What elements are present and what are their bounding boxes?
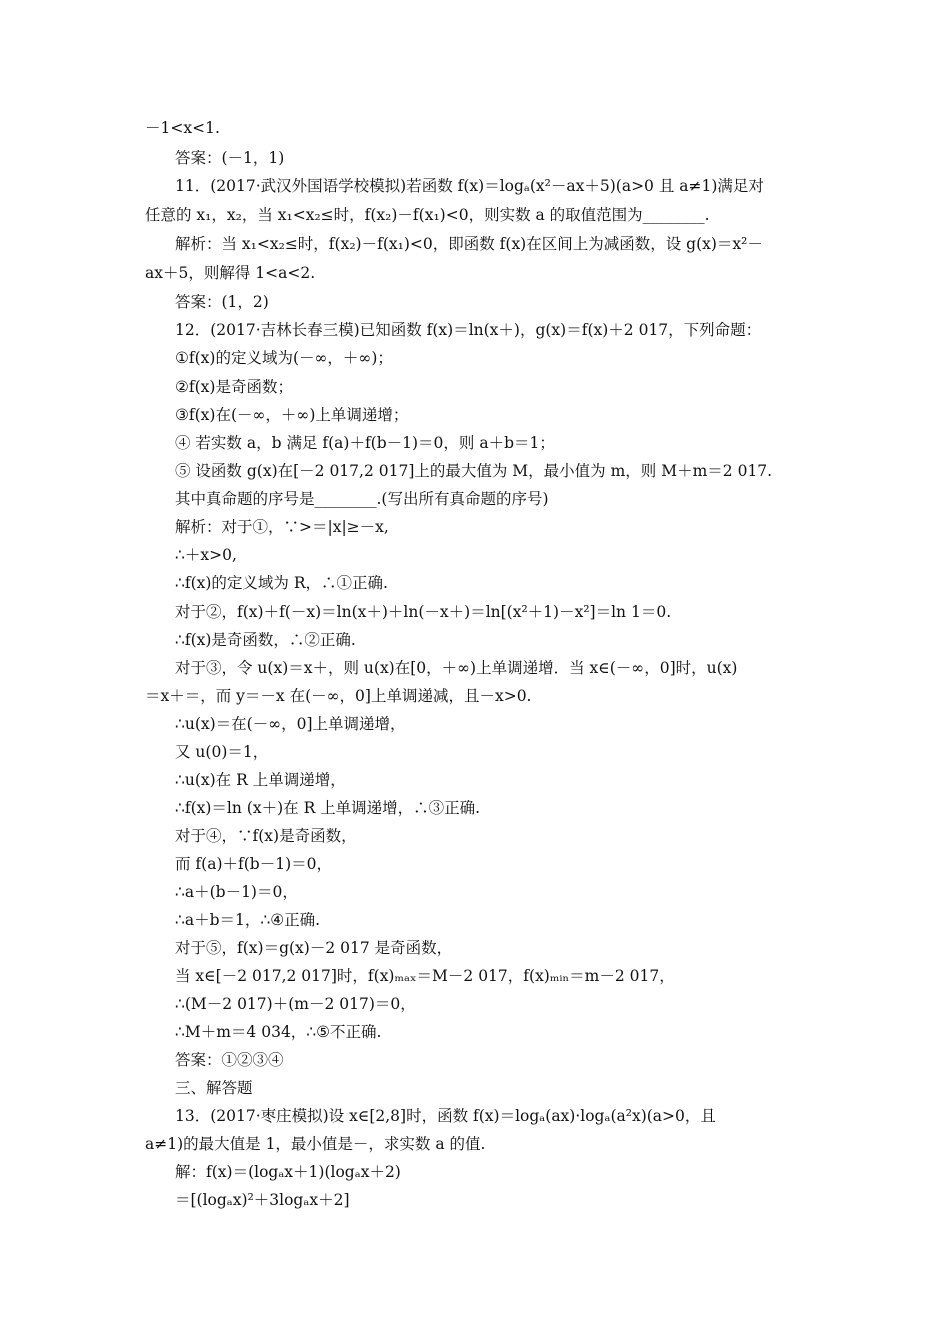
- problem-13-solution-cont: ＝[(logₐx)²＋3logₐx＋2]: [175, 1191, 350, 1209]
- text-line: 而 f(a)＋f(b－1)＝0，: [175, 855, 332, 873]
- proposition-2: ②f(x)是奇函数；: [175, 378, 293, 396]
- text-line: ∴M＋m＝4 034，∴⑤不正确.: [175, 1023, 382, 1041]
- problem-11-statement-cont: 任意的 x₁，x₂，当 x₁<x₂≤时，f(x₂)－f(x₁)<0，则实数 a 的取值范围为________.: [145, 206, 710, 224]
- text-line: －1<x<1.: [145, 119, 220, 137]
- proposition-3: ③f(x)在(－∞，＋∞)上单调递增；: [175, 406, 409, 424]
- text-line: 对于④，∵f(x)是奇函数，: [175, 827, 357, 845]
- proposition-1: ①f(x)的定义域为(－∞，＋∞)；: [175, 349, 393, 367]
- section-heading: 三、解答题: [175, 1079, 253, 1097]
- text-line: ∴＋x>0,: [175, 546, 237, 564]
- text-line: 又 u(0)＝1，: [175, 743, 269, 761]
- text-line: ∴(M－2 017)＋(m－2 017)＝0，: [175, 995, 416, 1013]
- text-line: ∴u(x)＝在(－∞，0]上单调递增，: [175, 715, 406, 733]
- text-line: ∴f(x)＝ln (x＋)在 R 上单调递增，∴③正确.: [175, 799, 481, 817]
- proposition-5: ⑤ 设函数 g(x)在[－2 017,2 017]上的最大值为 M，最小值为 m，则 M＋m＝2 017.: [175, 462, 773, 480]
- problem-11-statement: 11．(2017·武汉外国语学校模拟)若函数 f(x)＝logₐ(x²－ax＋5)(a>0 且 a≠1)满足对: [175, 177, 764, 195]
- text-line: ∴u(x)在 R 上单调递增，: [175, 771, 346, 789]
- text-line: 对于③，令 u(x)＝x＋，则 u(x)在[0，＋∞)上单调递增．当 x∈(－∞，0]时，u(x): [175, 659, 738, 677]
- text-line: ∴f(x)是奇函数，∴②正确.: [175, 631, 356, 649]
- problem-13-statement-cont: a≠1)的最大值是 1，最小值是－，求实数 a 的值.: [145, 1135, 486, 1153]
- problem-12-question: 其中真命题的序号是________.(写出所有真命题的序号): [175, 490, 549, 508]
- text-line: ＝x＋＝，而 y＝－x 在(－∞，0]上单调递减，且－x>0.: [145, 687, 532, 705]
- problem-11-analysis: 解析：当 x₁<x₂≤时，f(x₂)－f(x₁)<0，即函数 f(x)在区间上为减函数，设 g(x)＝x²－: [175, 235, 763, 253]
- text-line: ∴a＋b＝1，∴④正确.: [175, 911, 321, 929]
- text-line: 对于②，f(x)＋f(－x)＝ln(x＋)＋ln(－x＋)＝ln[(x²＋1)－x²]＝ln 1＝0.: [175, 603, 672, 621]
- problem-12-statement: 12．(2017·吉林长春三模)已知函数 f(x)＝ln(x＋)，g(x)＝f(x)＋2 017，下列命题：: [175, 321, 762, 339]
- text-line: ∴f(x)的定义域为 R，∴①正确.: [175, 574, 388, 592]
- answer-line: 答案：(－1，1): [175, 149, 285, 167]
- problem-12-answer: 答案：①②③④: [175, 1051, 284, 1069]
- problem-13-solution: 解：f(x)＝(logₐx＋1)(logₐx＋2): [175, 1163, 401, 1181]
- text-line: ∴a＋(b－1)＝0，: [175, 883, 298, 901]
- problem-11-analysis-cont: ax＋5，则解得 1<a<2.: [145, 264, 316, 282]
- problem-12-analysis: 解析：对于①，∵>＝|x|≥－x,: [175, 518, 389, 536]
- proposition-4: ④ 若实数 a，b 满足 f(a)＋f(b－1)＝0，则 a＋b＝1；: [175, 434, 555, 452]
- problem-11-answer: 答案：(1，2): [175, 293, 269, 311]
- problem-13-statement: 13．(2017·枣庄模拟)设 x∈[2,8]时，函数 f(x)＝logₐ(ax)·logₐ(a²x)(a>0，且: [175, 1107, 716, 1125]
- text-line: 对于⑤，f(x)＝g(x)－2 017 是奇函数，: [175, 939, 453, 957]
- text-line: 当 x∈[－2 017,2 017]时，f(x)ₘₐₓ＝M－2 017，f(x)ₘᵢₙ＝m－2 017，: [175, 967, 675, 985]
